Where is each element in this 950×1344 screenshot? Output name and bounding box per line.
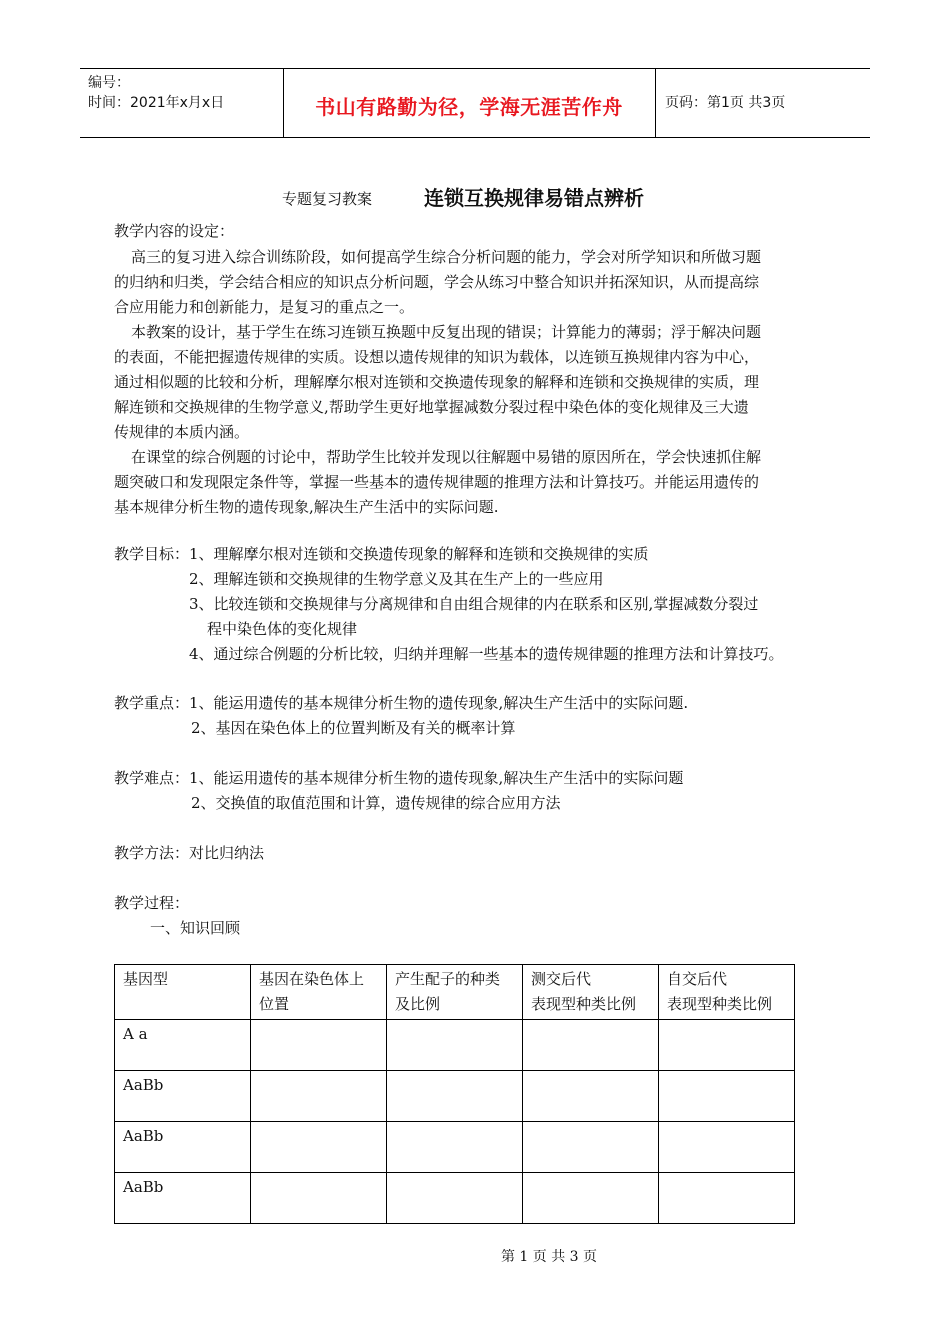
table-cell — [523, 1071, 659, 1122]
paragraph-1-line: 合应用能力和创新能力，是复习的重点之一。 — [114, 298, 415, 316]
paragraph-2-line: 传规律的本质内涵。 — [114, 423, 250, 441]
header-text: 及比例 — [395, 995, 441, 1013]
difficulty-2: 2、交换值的取值范围和计算，遗传规律的综合应用方法 — [191, 794, 561, 812]
paragraph-2-line: 的表面，不能把握遗传规律的实质。设想以遗传规律的知识为载体，以连锁互换规律内容为中心， — [114, 348, 760, 366]
table-cell — [251, 1173, 387, 1224]
table-row — [115, 1173, 795, 1224]
teaching-method: 教学方法：对比归纳法 — [114, 844, 265, 862]
goal-3-cont: 程中染色体的变化规律 — [207, 620, 358, 638]
table-cell — [659, 1173, 795, 1224]
table-cell — [251, 1071, 387, 1122]
genotype-cell: AaBb — [115, 1173, 251, 1224]
table-row — [115, 1071, 795, 1122]
page-title: 连锁互换规律易错点辨析 — [424, 186, 644, 210]
key-point-2: 2、基因在染色体上的位置判断及有关的概率计算 — [191, 719, 516, 737]
table-cell — [523, 1020, 659, 1071]
goal-1: 教学目标：1、理解摩尔根对连锁和交换遗传现象的解释和连锁和交换规律的实质 — [114, 545, 649, 563]
serial-label: 编号： — [88, 75, 130, 91]
table-cell — [387, 1173, 523, 1224]
table-cell — [659, 1071, 795, 1122]
goal-4: 4、通过综合例题的分析比较，归纳并理解一些基本的遗传规律题的推理方法和计算技巧。 — [189, 645, 784, 663]
header-text: 位置 — [259, 995, 290, 1013]
header-text: 自交后代 — [667, 970, 728, 988]
table-cell — [659, 1020, 795, 1071]
header-text: 产生配子的种类 — [395, 970, 501, 988]
table-cell — [251, 1122, 387, 1173]
goal-2: 2、理解连锁和交换规律的生物学意义及其在生产上的一些应用 — [189, 570, 604, 588]
table-cell — [387, 1122, 523, 1173]
page-info: 页码：第1页 共3页 — [665, 95, 786, 111]
table-row — [115, 1020, 795, 1071]
paragraph-2-line: 本教案的设计，基于学生在练习连锁互换题中反复出现的错误；计算能力的薄弱；浮于解决问题 — [131, 323, 762, 341]
setting-heading: 教学内容的设定： — [114, 222, 235, 240]
genotype-cell: AaBb — [115, 1071, 251, 1122]
genotype-table — [114, 964, 795, 1224]
table-header-cell — [659, 965, 795, 1020]
paragraph-3-line: 在课堂的综合例题的讨论中，帮助学生比较并发现以往解题中易错的原因所在，学会快速抓住解 — [131, 448, 762, 466]
table-cell — [387, 1020, 523, 1071]
header-page-cell — [655, 69, 870, 137]
paragraph-3-line: 基本规律分析生物的遗传现象,解决生产生活中的实际问题. — [114, 498, 499, 516]
table-cell — [659, 1122, 795, 1173]
header-text: 表现型种类比例 — [531, 995, 637, 1013]
table-cell — [523, 1122, 659, 1173]
table-cell — [251, 1020, 387, 1071]
section-heading: 一、知识回顾 — [150, 919, 241, 937]
table-header-cell — [115, 965, 251, 1020]
paragraph-1-line: 高三的复习进入综合训练阶段，如何提高学生综合分析问题的能力，学会对所学知识和所做习题 — [131, 248, 762, 266]
table-header-cell — [523, 965, 659, 1020]
header-text: 基因型 — [123, 970, 169, 988]
process-heading: 教学过程： — [114, 894, 190, 912]
date-label: 时间：2021年x月x日 — [88, 95, 225, 111]
table-row — [115, 1122, 795, 1173]
title-prefix: 专题复习教案 — [282, 190, 373, 208]
paragraph-2-line: 通过相似题的比较和分析，理解摩尔根对连锁和交换遗传现象的解释和连锁和交换规律的实质，理 — [114, 373, 760, 391]
table-header-row — [115, 965, 795, 1020]
page-footer — [0, 1246, 950, 1266]
header-text: 表现型种类比例 — [667, 995, 773, 1013]
footer-page-number: 第 1 页 共 3 页 — [500, 1249, 598, 1265]
page-header — [80, 68, 870, 138]
paragraph-2-line: 解连锁和交换规律的生物学意义,帮助学生更好地掌握减数分裂过程中染色体的变化规律及三大遗 — [114, 398, 749, 416]
motto-text: 书山有路勤为径，学海无涯苦作舟 — [315, 95, 623, 119]
table-header-cell — [387, 965, 523, 1020]
genotype-cell: AaBb — [115, 1122, 251, 1173]
key-point-1: 教学重点：1、能运用遗传的基本规律分析生物的遗传现象,解决生产生活中的实际问题. — [114, 694, 689, 712]
header-text: 测交后代 — [531, 970, 592, 988]
genotype-cell: A a — [115, 1020, 251, 1071]
goal-3: 3、比较连锁和交换规律与分离规律和自由组合规律的内在联系和区别,掌握减数分裂过 — [189, 595, 759, 613]
paragraph-1-line: 的归纳和归类，学会结合相应的知识点分析问题，学会从练习中整合知识并拓深知识，从而提高综 — [114, 273, 760, 291]
table-header-cell — [251, 965, 387, 1020]
table-cell — [523, 1173, 659, 1224]
paragraph-3-line: 题突破口和发现限定条件等，掌握一些基本的遗传规律题的推理方法和计算技巧。并能运用遗传的 — [114, 473, 760, 491]
table-cell — [387, 1071, 523, 1122]
header-motto-cell — [283, 69, 656, 137]
header-left-cell — [80, 69, 284, 137]
difficulty-1: 教学难点：1、能运用遗传的基本规律分析生物的遗传现象,解决生产生活中的实际问题 — [114, 769, 684, 787]
header-text: 基因在染色体上 — [259, 970, 365, 988]
